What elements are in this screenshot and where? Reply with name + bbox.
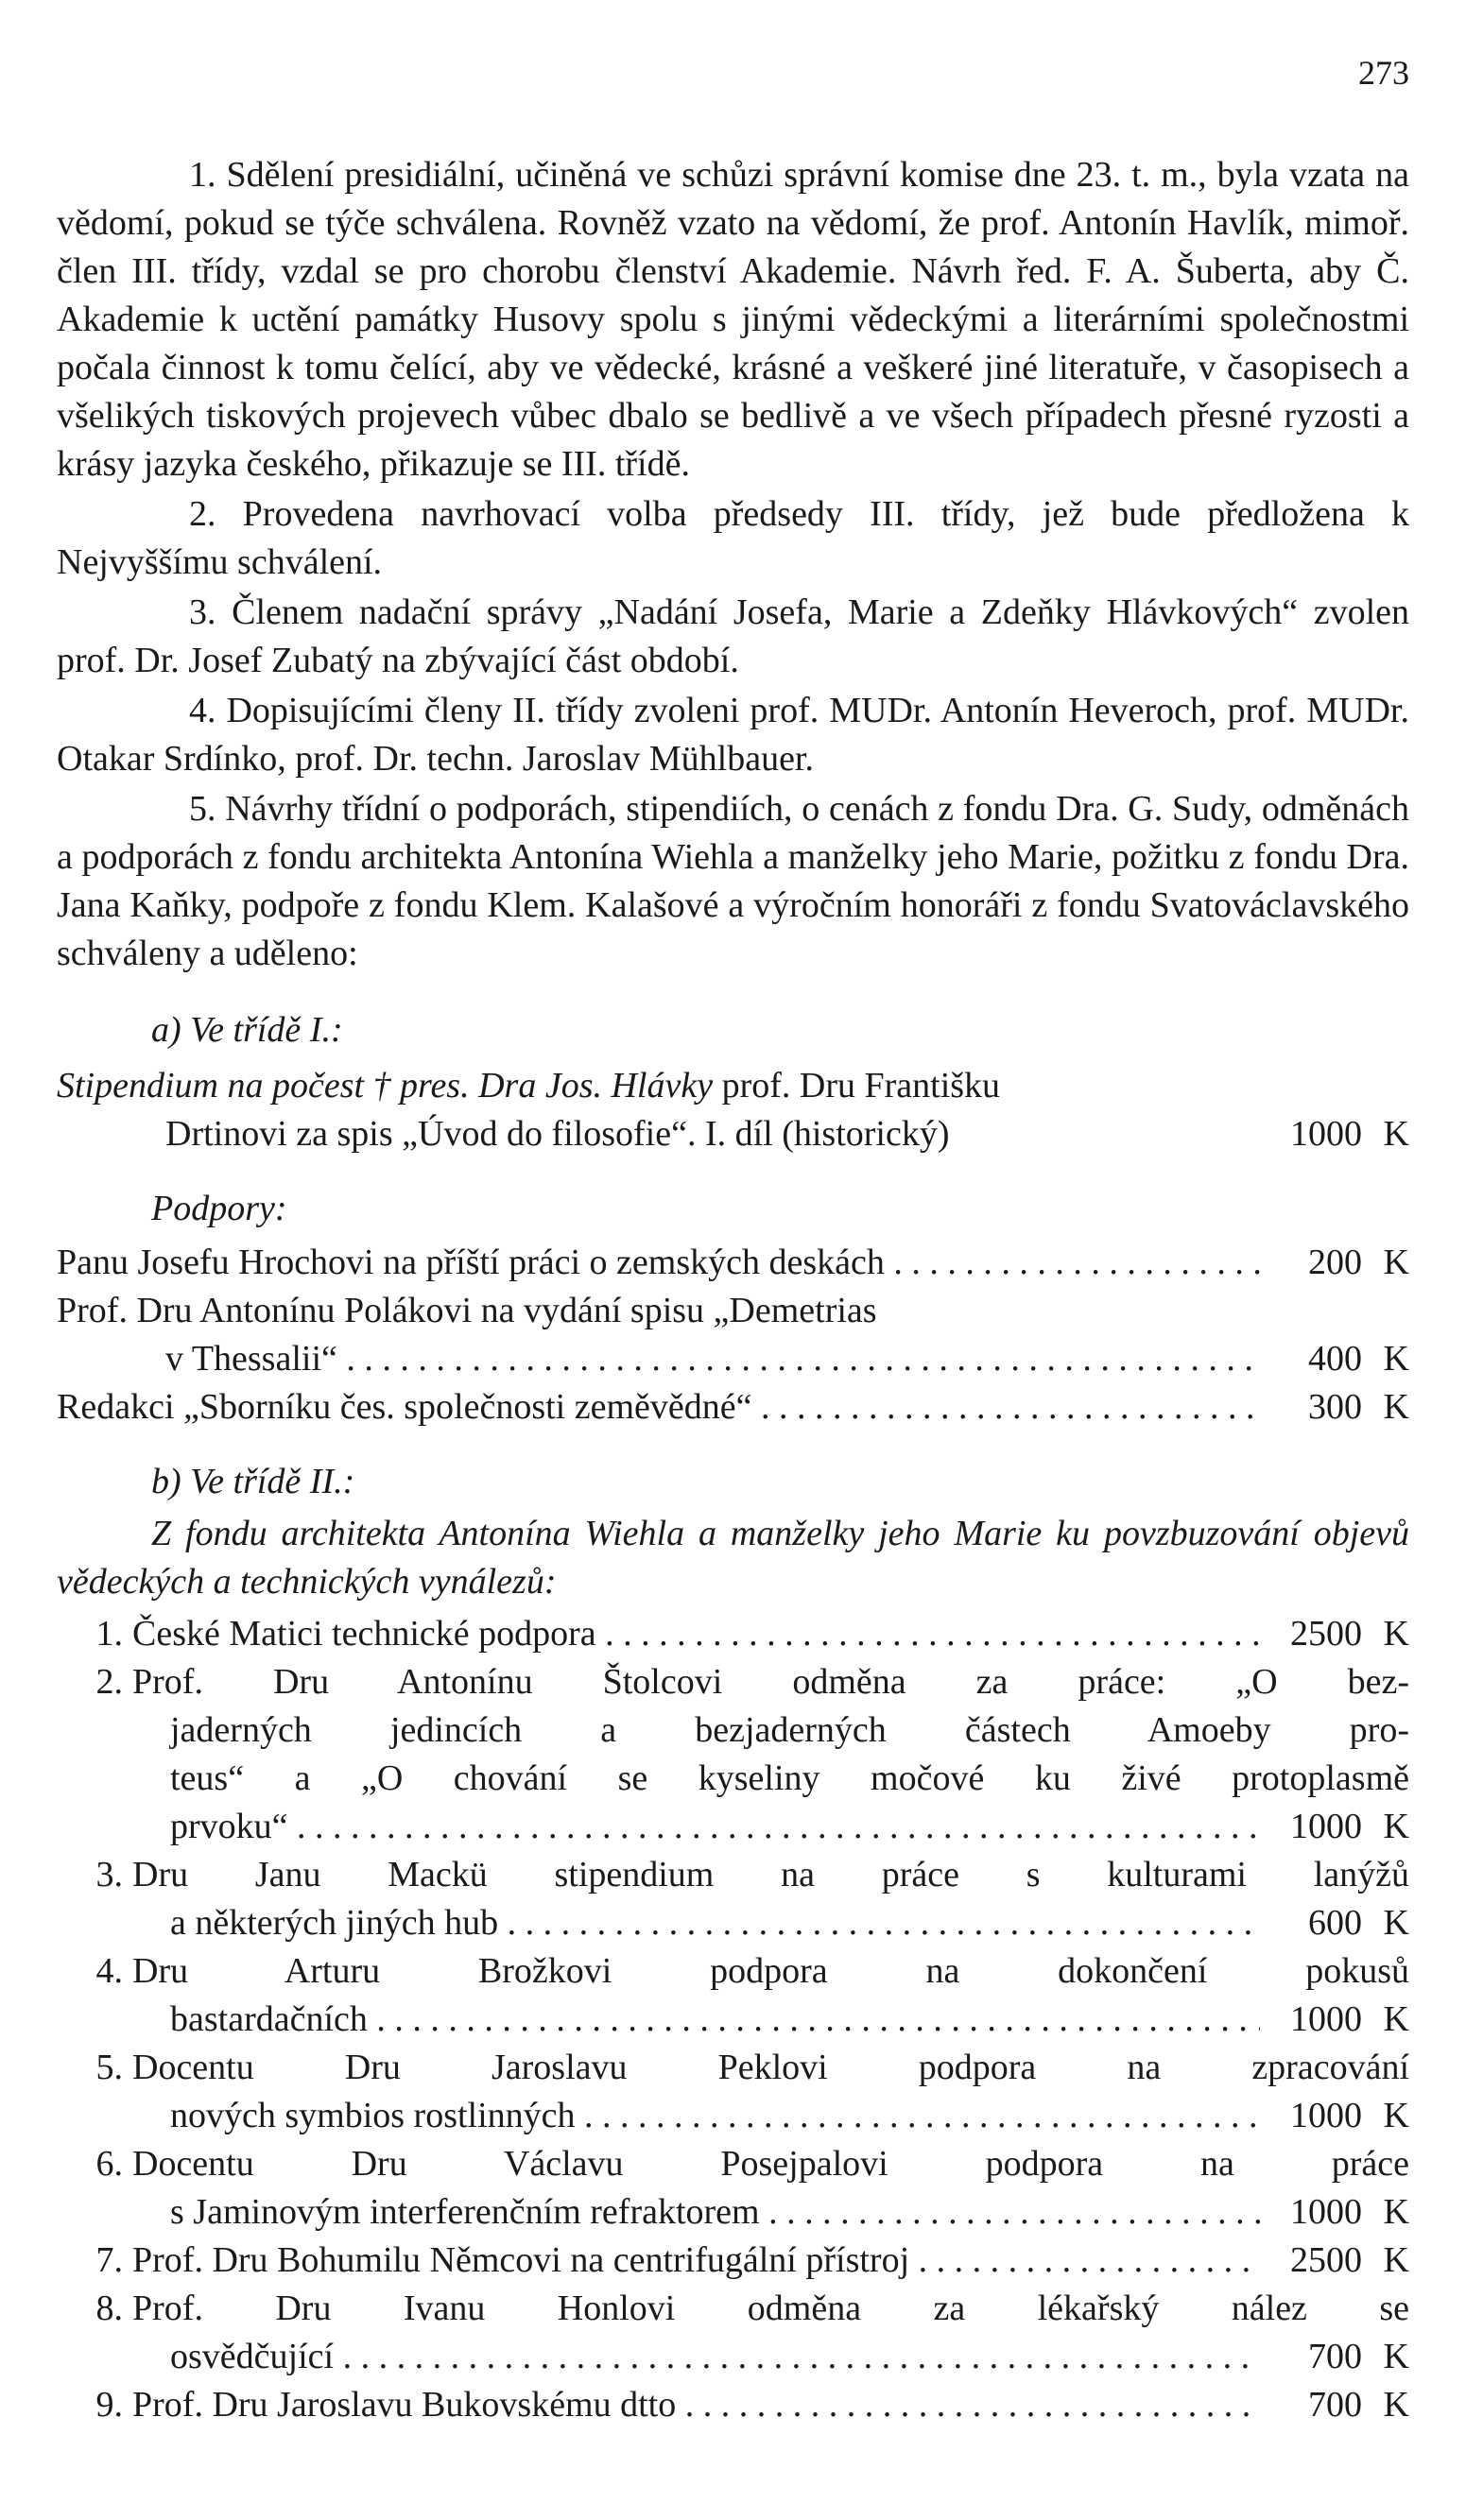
podpory-list bbox=[57, 1239, 1409, 1431]
item-number: 1. bbox=[95, 1614, 123, 1654]
item-text: Prof. Dru Antonínu Štolcovi odměna za práce: „O bez- bbox=[132, 1662, 1409, 1702]
item-number: 2. bbox=[95, 1662, 123, 1702]
currency: K bbox=[1383, 2240, 1409, 2280]
list-item bbox=[57, 1947, 1409, 2044]
item-amount: 700 bbox=[1308, 2337, 1362, 2376]
podpora-text: Prof. Dru Antonínu Polákovi na vydání spisu „Demetrias bbox=[57, 1291, 877, 1330]
paragraph-1: 1. Sdělení presidiální, učiněná ve schůzi správní komise dne 23. t. m., byla vzata na vědomí, pokud se týče schválena. Rovněž vzato na vědomí, že prof. Antonín Havlík, mimoř. člen III. třídy, vzdal se pro chorobu členství Akademie. Návrh řed. F. A. Šuberta, aby Č. Akademie k uctění památky Husovy spolu s jinými vědeckými a literárními společnostmi počala činnost k tomu čelící, aby ve vědecké, krásné a veškeré jiné literatuře, v časopisech a všelikých tiskových projevech vůbec dbalo se bedlivě a ve všech případech přesné ryzosti a krásy jazyka českého, přikazuje se III. třídě. bbox=[57, 155, 1409, 484]
list-item bbox=[57, 2237, 1409, 2285]
item-text: osvědčující . . . bbox=[170, 2333, 1260, 2381]
item-text: Dru Arturu Brožkovi podpora na dokončení pokusů bbox=[132, 1951, 1409, 1991]
list-item bbox=[57, 1383, 1409, 1431]
item-text: Prof. Dru Bohumilu Němcovi na centrifugální přístroj . . . bbox=[132, 2237, 1260, 2285]
stipend-text-2: Drtinovi za spis „Úvod do filosofie“. I. díl (historický) bbox=[165, 1114, 950, 1154]
podpora-text: Panu Josefu Hrochovi na příští práci o zemských deskách . . . bbox=[57, 1239, 1260, 1287]
item-text: s Jaminovým interferenčním refraktorem . . . bbox=[170, 2188, 1260, 2237]
currency: K bbox=[1383, 2337, 1409, 2376]
item-number: 3. bbox=[95, 1855, 123, 1894]
item-text: Docentu Dru Václavu Posejpalovi podpora na práce bbox=[132, 2144, 1409, 2184]
currency: K bbox=[1383, 1339, 1409, 1379]
item-text: bastardačních . . . bbox=[170, 1996, 1260, 2044]
item-amount: 2500 bbox=[1290, 1614, 1362, 1654]
list-item bbox=[57, 1287, 1409, 1383]
page-content bbox=[57, 151, 1409, 2429]
item-number: 7. bbox=[95, 2240, 123, 2280]
list-item bbox=[57, 2285, 1409, 2381]
paragraph-4: 4. Dopisujícími členy II. třídy zvoleni prof. MUDr. Antonín Heveroch, prof. MUDr. Otakar Srdínko, prof. Dr. techn. Jaroslav Mühlbauer. bbox=[57, 691, 1409, 779]
item-amount: 1000 bbox=[1290, 1999, 1362, 2039]
list-item bbox=[57, 2140, 1409, 2237]
item-amount: 700 bbox=[1308, 2385, 1362, 2425]
list-item bbox=[57, 2044, 1409, 2140]
item-amount: 1000 bbox=[1290, 2096, 1362, 2135]
currency: K bbox=[1383, 1243, 1409, 1282]
item-text: Prof. Dru Jaroslavu Bukovskému dtto . . . bbox=[132, 2381, 1260, 2429]
list-item bbox=[57, 2381, 1409, 2429]
item-number: 9. bbox=[95, 2385, 123, 2425]
currency: K bbox=[1383, 1999, 1409, 2039]
item-number: 4. bbox=[95, 1951, 123, 1991]
item-text: teus“ a „O chování se kyseliny močové ku živé protoplasmě bbox=[170, 1758, 1409, 1798]
podpora-text: Redakci „Sborníku čes. společnosti zeměvědné“ . . . bbox=[57, 1383, 1260, 1431]
stipend-amount: 1000 bbox=[1290, 1114, 1362, 1154]
item-amount: 1000 bbox=[1290, 1807, 1362, 1846]
currency: K bbox=[1383, 1614, 1409, 1654]
item-amount: 600 bbox=[1308, 1903, 1362, 1943]
item-amount: 1000 bbox=[1290, 2192, 1362, 2232]
item-number: 8. bbox=[95, 2289, 123, 2328]
paragraph-2: 2. Provedena navrhovací volba předsedy III. třídy, jež bude předložena k Nejvyššímu schválení. bbox=[57, 494, 1409, 582]
currency: K bbox=[1383, 2096, 1409, 2135]
list-item bbox=[57, 1239, 1409, 1287]
item-text: jaderných jedincích a bezjaderných částech Amoeby pro- bbox=[170, 1710, 1409, 1750]
currency: K bbox=[1383, 1387, 1409, 1427]
section-b-heading: b) Ve třídě II.: bbox=[151, 1462, 355, 1501]
item-text: Dru Janu Mackü stipendium na práce s kulturami lanýžů bbox=[132, 1855, 1409, 1894]
fund-title: Z fondu architekta Antonína Wiehla a manželky jeho Marie ku povzbuzování objevů vědeckých a technických vynálezů: bbox=[57, 1514, 1409, 1602]
podpora-amount: 300 bbox=[1308, 1387, 1362, 1427]
currency: K bbox=[1383, 1807, 1409, 1846]
item-number: 5. bbox=[95, 2048, 123, 2087]
podpora-amount: 400 bbox=[1308, 1339, 1362, 1379]
stipend-entry bbox=[57, 1062, 1409, 1158]
item-text: České Matici technické podpora . . . bbox=[132, 1610, 1260, 1658]
podpory-heading: Podpory: bbox=[151, 1189, 287, 1228]
list-item bbox=[57, 1610, 1409, 1658]
podpora-text: v Thessalii“ . . . bbox=[165, 1335, 1260, 1383]
item-number: 6. bbox=[95, 2144, 123, 2184]
currency: K bbox=[1383, 1903, 1409, 1943]
list-item bbox=[57, 1851, 1409, 1947]
item-text: Prof. Dru Ivanu Honlovi odměna za lékařský nález se bbox=[132, 2289, 1409, 2328]
paragraph-5: 5. Návrhy třídní o podporách, stipendiích, o cenách z fondu Dra. G. Sudy, odměnách a podporách z fondu architekta Antonína Wiehla a manželky jeho Marie, požitku z fondu Dra. Jana Kaňky, podpoře z fondu Klem. Kalašové a výročním honoráři z fondu Svatováclavského schváleny a uděleno: bbox=[57, 789, 1409, 973]
page-number: 273 bbox=[1358, 54, 1409, 92]
item-text: a některých jiných hub . . . bbox=[170, 1899, 1260, 1947]
currency: K bbox=[1383, 1114, 1409, 1154]
item-text: Docentu Dru Jaroslavu Peklovi podpora na zpracování bbox=[132, 2048, 1409, 2087]
section-a-heading: a) Ve třídě I.: bbox=[151, 1010, 343, 1050]
award-list bbox=[57, 1610, 1409, 2429]
podpora-amount: 200 bbox=[1308, 1243, 1362, 1282]
stipend-text-1: prof. Dru Františku bbox=[713, 1066, 1001, 1106]
currency: K bbox=[1383, 2385, 1409, 2425]
list-item bbox=[57, 1658, 1409, 1851]
item-text: prvoku“ . . . bbox=[170, 1803, 1260, 1851]
stipend-title: Stipendium na počest † pres. Dra Jos. Hlávky bbox=[57, 1066, 714, 1106]
item-amount: 2500 bbox=[1290, 2240, 1362, 2280]
paragraph-3: 3. Členem nadační správy „Nadání Josefa, Marie a Zdeňky Hlávkových“ zvolen prof. Dr. Josef Zubatý na zbývající část období. bbox=[57, 592, 1409, 680]
currency: K bbox=[1383, 2192, 1409, 2232]
item-text: nových symbios rostlinných . . . bbox=[170, 2092, 1260, 2140]
